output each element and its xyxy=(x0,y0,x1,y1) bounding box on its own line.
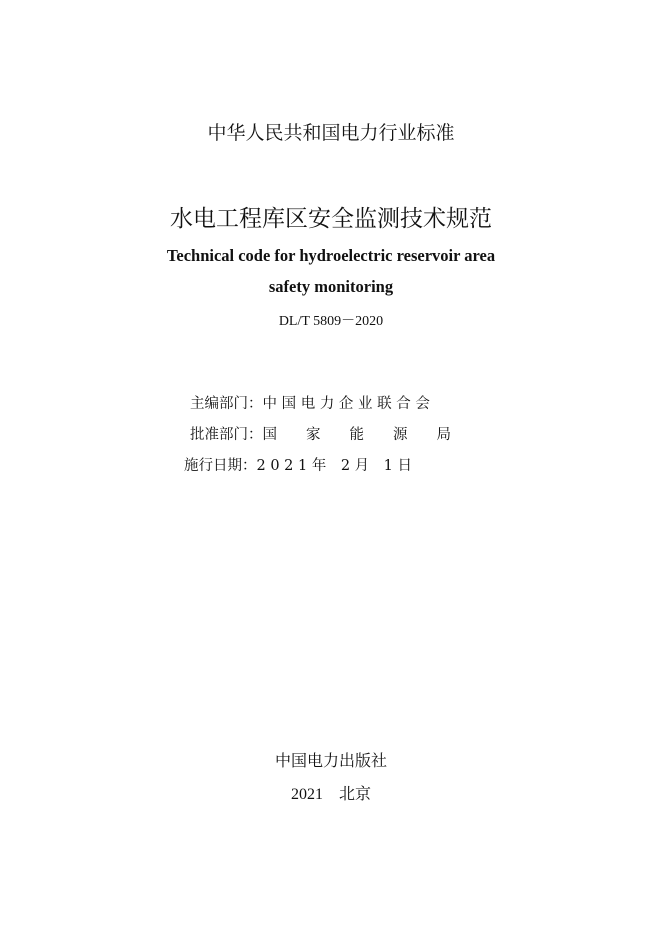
title-english-line-1: Technical code for hydroelectric reservoir area xyxy=(166,246,496,265)
approver-value: 国 家 能 源 局 xyxy=(262,427,451,443)
issuer-value: 中 国 电 力 企 业 联 合 会 xyxy=(262,396,430,412)
publication-year-city: 2021 北京 xyxy=(290,786,371,803)
approver-row xyxy=(190,423,451,444)
title-chinese: 水电工程库区安全监测技术规范 xyxy=(170,206,492,232)
standard-category: 中华人民共和国电力行业标准 xyxy=(207,122,455,144)
issuer-row xyxy=(190,392,430,413)
effective-date-label: 施行日期： xyxy=(184,458,257,474)
approver-label: 批准部门： xyxy=(190,427,263,443)
title-english-line-2: safety monitoring xyxy=(268,277,394,296)
effective-date-row xyxy=(184,454,412,475)
standard-code: DL/T 5809－2020 xyxy=(278,314,384,329)
effective-date-value: 2 0 2 1 年 2 月 1 日 xyxy=(256,458,413,474)
publisher-name: 中国电力出版社 xyxy=(274,751,387,770)
issuer-label: 主编部门： xyxy=(190,396,263,412)
